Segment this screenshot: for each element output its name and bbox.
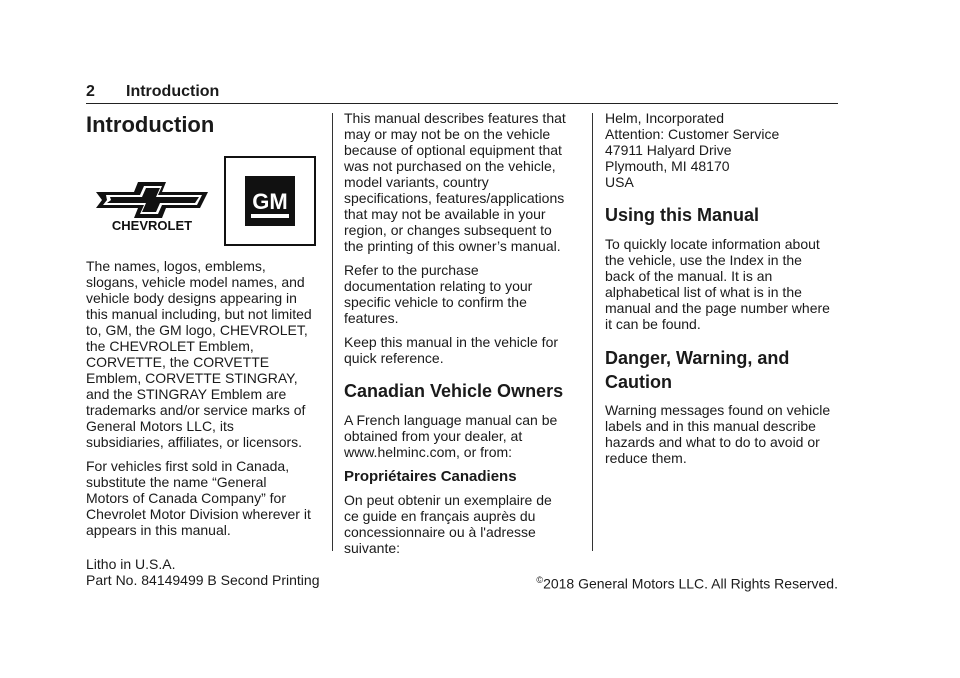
column-3	[605, 110, 841, 474]
keep-manual-paragraph: Keep this manual in the vehicle for quick reference.	[344, 334, 559, 366]
copyright-text: 2018 General Motors LLC. All Rights Reserved.	[543, 575, 838, 592]
canada-name-paragraph: For vehicles first sold in Canada, substitute the name “General Motors of Canada Company” for Chevrolet Motor Division wherever it appears in this manual.	[86, 458, 311, 538]
running-head: Introduction	[126, 83, 220, 100]
footer-left	[86, 556, 320, 588]
litho-text: Litho in U.S.A.	[86, 556, 176, 572]
footer-copyright	[536, 572, 838, 592]
part-number: Part No. 84149499 B Second Printing	[86, 572, 320, 588]
french-paragraph: On peut obtenir un exemplaire de ce guide en français auprès du concessionnaire ou à l'adresse suivante:	[344, 492, 552, 556]
brand-logos	[86, 156, 318, 248]
proprietaires-heading: Propriétaires Canadiens	[344, 468, 517, 485]
chevrolet-wordmark: CHEVROLET	[111, 218, 193, 232]
copyright-symbol: ©	[536, 575, 544, 585]
column-1	[86, 110, 318, 546]
features-paragraph: This manual describes features that may or may not be on the vehicle because of optional equipment that was not purchased on the vehicle, model variants, country specifications, features/applications that may not be available in your region, or changes subsequent to the printing of this owner’s manual.	[344, 110, 566, 254]
column-2	[344, 110, 576, 564]
column-divider-2	[592, 113, 593, 551]
warning-paragraph: Warning messages found on vehicle labels and in this manual describe hazards and what to do to avoid or reduce them.	[605, 402, 831, 466]
page-header	[86, 83, 838, 104]
chevrolet-logo	[94, 172, 210, 232]
helm-address: Helm, Incorporated Attention: Customer Service 47911 Halyard Drive Plymouth, MI 48170 USA	[605, 110, 780, 190]
column-divider-1	[332, 113, 333, 551]
page-number: 2	[86, 83, 95, 100]
index-paragraph: To quickly locate information about the vehicle, use the Index in the back of the manual. It is an alphabetical list of what is in the manual and the page number where it can be found.	[605, 236, 830, 332]
page-title: Introduction	[86, 112, 215, 137]
gm-wordmark: GM	[252, 189, 288, 214]
french-manual-paragraph: A French language manual can be obtained from your dealer, at www.helminc.com, or from:	[344, 412, 558, 460]
purchase-doc-paragraph: Refer to the purchase documentation relating to your specific vehicle to confirm the features.	[344, 262, 533, 326]
canadian-owners-heading: Canadian Vehicle Owners	[344, 381, 564, 401]
trademark-paragraph: The names, logos, emblems, slogans, vehicle model names, and vehicle body designs appearing in this manual including, but not limited to, GM, the GM logo, CHEVROLET, the CHEVROLET Emblem, CORVETTE, the CORVETTE Emblem, CORVETTE STINGRAY, and the STINGRAY Emblem are trademarks and/or service marks of General Motors LLC, its subsidiaries, affiliates, or licensors.	[86, 258, 312, 450]
gm-logo	[224, 156, 316, 246]
using-manual-heading: Using this Manual	[605, 205, 760, 225]
danger-warning-heading: Danger, Warning, and Caution	[605, 348, 790, 392]
